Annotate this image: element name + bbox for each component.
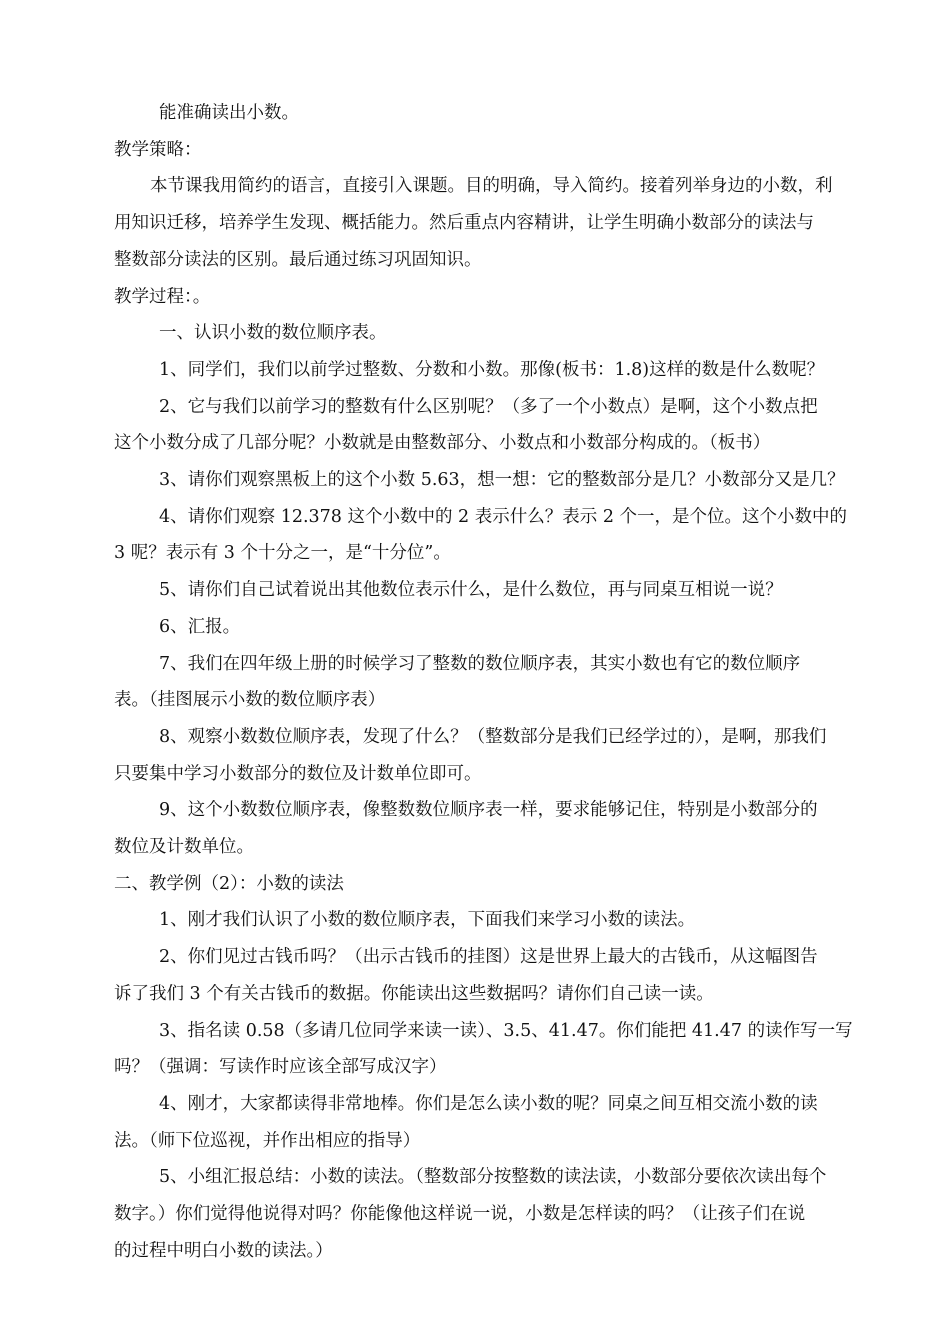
text-line: 数位及计数单位。: [114, 837, 254, 858]
text-line: 教学策略：: [114, 139, 202, 160]
text-line: 3 呢？表示有 3 个十分之一，是“十分位”。: [114, 543, 451, 564]
document-body: [114, 95, 862, 1270]
text-line: 5、小组汇报总结：小数的读法。（整数部分按整数的读法读，小数部分要依次读出每个: [159, 1167, 827, 1188]
text-line: 5、请你们自己试着说出其他数位表示什么，是什么数位，再与同桌互相说一说？: [159, 580, 783, 601]
text-line: 1、同学们，我们以前学过整数、分数和小数。那像(板书：1.8)这样的数是什么数呢？: [159, 359, 825, 380]
text-line: 诉了我们 3 个有关古钱币的数据。你能读出这些数据吗？请你们自己读一读。: [114, 983, 714, 1004]
text-line: 7、我们在四年级上册的时候学习了整数的数位顺序表，其实小数也有它的数位顺序: [159, 653, 801, 674]
text-line: 4、请你们观察 12.378 这个小数中的 2 表示什么？表示 2 个一，是个位。这个小数中的: [159, 506, 848, 527]
text-line: 6、汇报。: [159, 616, 241, 637]
text-line: 2、你们见过古钱币吗？（出示古钱币的挂图）这是世界上最大的古钱币，从这幅图告: [159, 947, 818, 968]
text-line: 教学过程：。: [114, 286, 211, 307]
text-line: 法。（师下位巡视，并作出相应的指导）: [114, 1130, 421, 1151]
text-line: 3、请你们观察黑板上的这个小数 5.63，想一想：它的整数部分是几？小数部分又是几？: [159, 470, 845, 491]
text-line: 表。（挂图展示小数的数位顺序表）: [114, 690, 386, 711]
text-line: 只要集中学习小数部分的数位及计数单位即可。: [114, 763, 482, 784]
text-line: 这个小数分成了几部分呢？小数就是由整数部分、小数点和小数部分构成的。（板书）: [114, 433, 771, 454]
text-line: 2、它与我们以前学习的整数有什么区别呢？（多了一个小数点）是啊，这个小数点把: [159, 396, 818, 417]
text-line: 8、观察小数数位顺序表，发现了什么？（整数部分是我们已经学过的），是啊，那我们: [159, 726, 827, 747]
text-line: 二、教学例（2）：小数的读法: [114, 873, 344, 894]
text-line: 本节课我用简约的语言，直接引入课题。目的明确，导入简约。接着列举身边的小数，利: [150, 176, 833, 197]
text-line: 用知识迁移，培养学生发现、概括能力。然后重点内容精讲，让学生明确小数部分的读法与: [114, 213, 814, 234]
text-line: 3、指名读 0.58（多请几位同学来读一读）、3.5、41.47。你们能把 41.47 的读作写一写: [159, 1020, 853, 1041]
text-line: 能准确读出小数。: [159, 103, 299, 123]
text-line: 一、认识小数的数位顺序表。: [159, 323, 387, 344]
text-line: 吗？（强调：写读作时应该全部写成汉字）: [114, 1057, 447, 1078]
text-line: 数字。）你们觉得他说得对吗？你能像他这样说一说，小数是怎样读的吗？（让孩子们在说: [114, 1204, 806, 1225]
text-line: 9、这个小数数位顺序表，像整数数位顺序表一样，要求能够记住，特别是小数部分的: [159, 800, 818, 821]
text-line: 的过程中明白小数的读法。）: [114, 1240, 333, 1261]
text-line: 4、刚才，大家都读得非常地棒。你们是怎么读小数的呢？同桌之间互相交流小数的读: [159, 1093, 818, 1114]
text-line: 1、刚才我们认识了小数的数位顺序表，下面我们来学习小数的读法。: [159, 910, 696, 931]
text-line: 整数部分读法的区别。最后通过练习巩固知识。: [114, 249, 482, 270]
